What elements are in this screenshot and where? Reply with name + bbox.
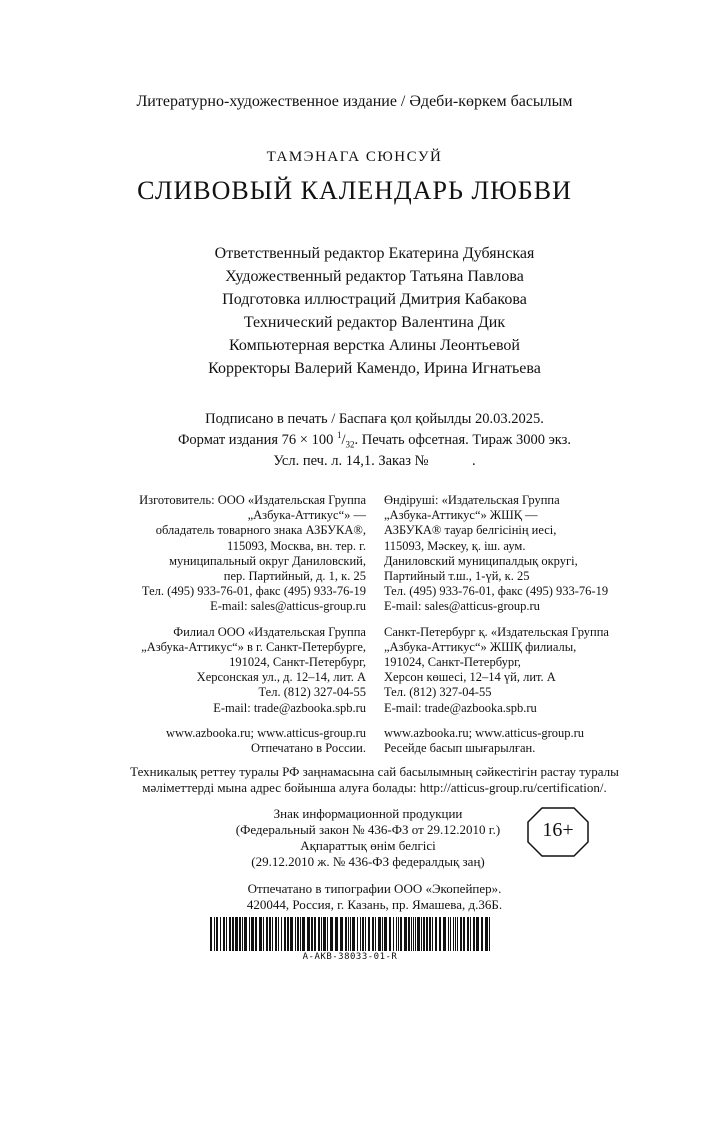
credit-line: Художественный редактор Татьяна Павлова [225, 268, 524, 285]
credit-line: Компьютерная верстка Алины Леонтьевой [229, 337, 520, 354]
text-line: Техникалық реттеу туралы РФ заңнамасына сай басылымның сәйкестігін растау туралы [130, 764, 619, 779]
printed-in: Ресейде басып шығарылған. [384, 741, 536, 756]
website-line: www.azbooka.ru; www.atticus-group.ru [165, 725, 366, 740]
text-line: Тел. (495) 933-76-01, факс (495) 933-76-19 [384, 584, 609, 599]
text-line: Тел. (812) 327-04-55 [258, 685, 366, 700]
text-line: E-mail: sales@atticus-group.ru [384, 599, 540, 614]
edition-type: Литературно-художественное издание / Әдеби-көркем басылым [136, 93, 573, 110]
printer-info [20, 881, 709, 913]
credit-line: Ответственный редактор Екатерина Дубянская [214, 245, 535, 262]
barcode-text: A-AKB-38033-01-R [302, 952, 398, 962]
age-rating: 16+ [542, 819, 574, 841]
barcode-icon [210, 917, 490, 951]
text-line: муниципальный округ Даниловский, [169, 553, 366, 568]
signed-date: Подписано в печать / Баспаға қол қойылды 20.03.2025. [205, 411, 544, 427]
text-line: Ақпараттық өнім белгісі [300, 838, 436, 853]
text-line: Партийный т.ш., 1-үй, к. 25 [384, 569, 530, 584]
manufacturer-ru [100, 493, 366, 756]
format-suffix: . Печать офсетная. Тираж 3000 экз. [354, 431, 572, 448]
book-title: СЛИВОВЫЙ КАЛЕНДАРЬ ЛЮБВИ [137, 176, 572, 205]
text-line: Санкт-Петербург қ. «Издательская Группа [384, 624, 609, 639]
text-line: 191024, Санкт-Петербург, [229, 655, 366, 670]
text-line: 420044, Россия, г. Казань, пр. Ямашева, д.36Б. [246, 897, 503, 912]
certification-note [20, 764, 709, 796]
printed-in: Отпечатано в России. [251, 741, 366, 756]
text-line: „Азбука-Аттикус“» ЖШҚ — [384, 508, 538, 523]
text-line: Тел. (812) 327-04-55 [384, 685, 492, 700]
text-line: Даниловский муниципалдық округі, [384, 553, 578, 568]
text-line: Тел. (495) 933-76-01, факс (495) 933-76-19 [141, 584, 366, 599]
text-line: „Азбука-Аттикус“» ЖШҚ филиалы, [384, 639, 577, 654]
info-product-sign [218, 806, 518, 870]
text-line: E-mail: trade@azbooka.spb.ru [384, 700, 537, 715]
age-rating-badge [526, 806, 590, 858]
credit-line: Технический редактор Валентина Дик [243, 314, 506, 331]
text-line: Херсон көшесі, 12–14 үй, лит. А [384, 670, 556, 685]
manufacturer-kz [384, 493, 644, 756]
text-line: Өндіруші: «Издательская Группа [384, 493, 560, 507]
text-line: 191024, Санкт-Петербург, [384, 655, 521, 670]
format-prefix: Формат издания 76 × 100 [177, 431, 337, 448]
text-line: обладатель товарного знака АЗБУКА®, [155, 523, 366, 538]
text-line: Филиал ООО «Издательская Группа [173, 624, 366, 639]
sheets-order: Усл. печ. л. 14,1. Заказ № . [273, 452, 476, 469]
text-line: 115093, Москва, вн. тер. г. [226, 538, 366, 553]
text-line: 115093, Мәскеу, қ. іш. аум. [384, 538, 526, 553]
format-numerator: 1 [336, 430, 342, 440]
book-author: ТАМЭНАГА СЮНСУЙ [266, 149, 443, 165]
text-line: Знак информационной продукции [273, 806, 463, 821]
text-line: E-mail: trade@azbooka.spb.ru [213, 700, 366, 715]
text-line: E-mail: sales@atticus-group.ru [210, 599, 366, 614]
text-line: Херсонская ул., д. 12–14, лит. А [196, 670, 366, 685]
text-line: (Федеральный закон № 436-ФЗ от 29.12.2010 г.) [235, 822, 501, 837]
website-line: www.azbooka.ru; www.atticus-group.ru [384, 725, 585, 740]
text-line: АЗБУКА® тауар белгісінің иесі, [384, 523, 557, 538]
text-line: Отпечатано в типографии ООО «Экопейпер». [247, 881, 502, 896]
staff-credits [20, 242, 709, 380]
text-line: Изготовитель: ООО «Издательская Группа [139, 493, 366, 507]
text-line: „Азбука-Аттикус“» в г. Санкт-Петербурге, [141, 639, 366, 654]
text-line: мәліметтерді мына адрес бойынша алуға болады: http://atticus-group.ru/certification/. [142, 780, 607, 795]
text-line: „Азбука-Аттикус“» — [247, 508, 366, 523]
credit-line: Корректоры Валерий Камендо, Ирина Игнатьева [208, 360, 541, 377]
print-info [20, 411, 709, 469]
text-line: пер. Партийный, д. 1, к. 25 [223, 569, 366, 584]
format-line: Формат издания 76 × 100 $^1/_{32}$. Печать офсетная. Тираж 3000 экз. [177, 430, 572, 450]
format-denominator: 32 [345, 439, 355, 450]
credit-line: Подготовка иллюстраций Дмитрия Кабакова [222, 291, 527, 308]
text-line: (29.12.2010 ж. № 436-ФЗ федералдық заң) [251, 854, 485, 869]
